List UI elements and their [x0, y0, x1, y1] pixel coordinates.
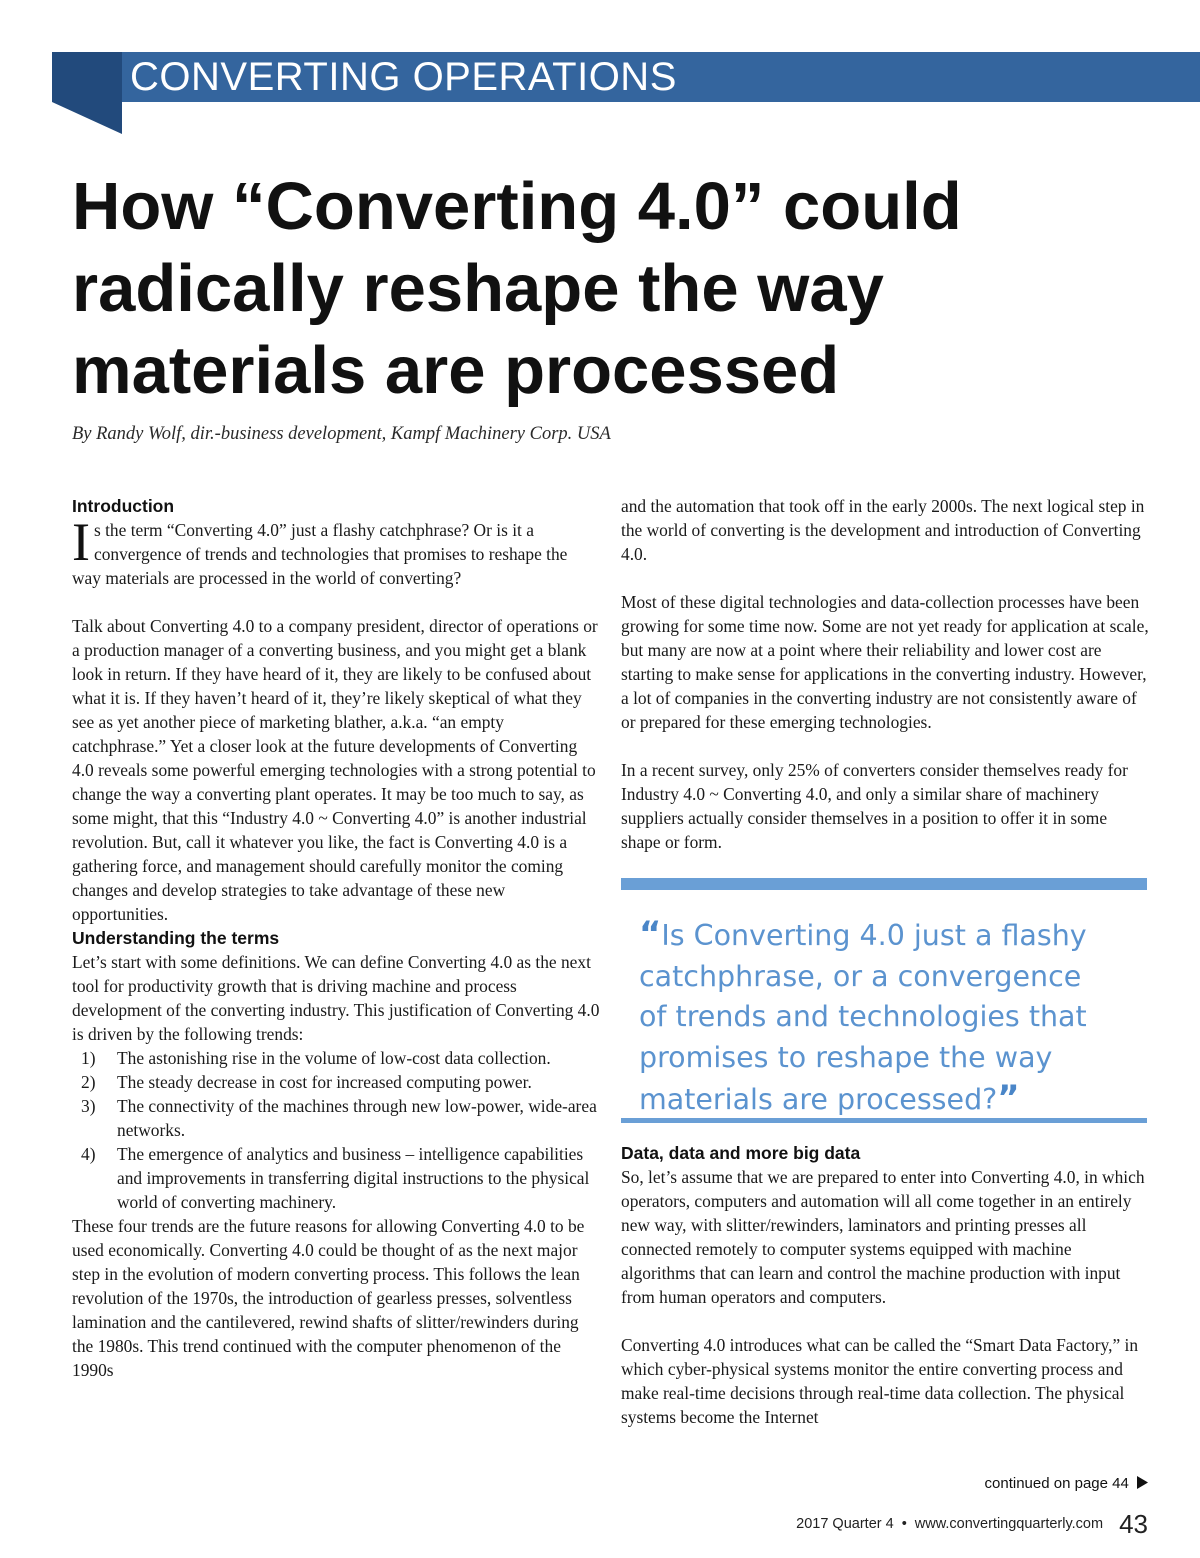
intro-text: s the term “Converting 4.0” just a flashy catchphrase? Or is it a convergence of trends and technologies that promises to reshape the way materials are processed in the world of converting? [72, 520, 568, 588]
list-text: The emergence of analytics and business – intelligence capabilities and improvements in transferring digital instructions to the physical world of converting machinery. [117, 1144, 590, 1212]
pull-quote-body: Is Converting 4.0 just a flashy catchphrase, or a convergence of trends and technologies that promises to reshape the way materials are processed? [639, 919, 1087, 1116]
website-link[interactable]: www.convertingquarterly.com [914, 1516, 1104, 1532]
close-quote-icon: ” [997, 1078, 1020, 1118]
byline: By Randy Wolf, dir.-business development, Kampf Machinery Corp. USA [72, 424, 611, 444]
list-number: 3) [81, 1096, 96, 1116]
article-title: How “Converting 4.0” could radically reshape the way materials are processed [72, 169, 962, 408]
banner-fold-graphic [52, 52, 122, 134]
right-paragraph-2: Most of these digital technologies and data-collection processes have been growing for some time now. Some are not yet ready for application at scale, but many are now at a point where their reliability and lower cost are starting to make sense for applications in the converting industry. However, a lot of companies in the converting industry are not consistently aware of or prepared for these emerging technologies. [621, 592, 1149, 732]
list-number: 2) [81, 1072, 96, 1092]
data-paragraph-2: Converting 4.0 introduces what can be called the “Smart Data Factory,” in which cyber-physical systems monitor the entire converting process and make real-time decisions through real-time data collection. The physical systems become the Internet [621, 1335, 1139, 1427]
list-text: The steady decrease in cost for increased computing power. [117, 1072, 532, 1092]
list-number: 1) [81, 1048, 96, 1068]
right-paragraph-1: and the automation that took off in the early 2000s. The next logical step in the world of converting is the development and introduction of Converting 4.0. [621, 496, 1145, 564]
page-footer [796, 1506, 1148, 1542]
list-item [72, 1046, 600, 1070]
list-text: The connectivity of the machines through new low-power, wide-area networks. [117, 1096, 597, 1140]
data-heading: Data, data and more big data [621, 1143, 861, 1163]
list-number: 4) [81, 1144, 96, 1164]
pull-quote-text [639, 914, 1109, 1121]
right-paragraph-3: In a recent survey, only 25% of converters consider themselves ready for Industry 4.0 ~ Converting 4.0, and only a similar share of machinery suppliers actually consider themselves in a position to offer it in some shape or form. [621, 760, 1128, 852]
trends-list [72, 1046, 600, 1214]
pull-quote [621, 878, 1147, 1123]
issue-label: 2017 Quarter 4 [796, 1516, 894, 1532]
triangle-right-icon [1136, 1476, 1148, 1489]
right-column [621, 494, 1149, 1429]
footer-separator: • [901, 1516, 907, 1532]
list-item [72, 1142, 600, 1214]
continued-text: continued on page 44 [984, 1475, 1129, 1492]
terms-paragraph-2: These four trends are the future reasons for allowing Converting 4.0 to be used economically. Converting 4.0 could be thought of as the next major step in the evolution of modern converting process. This follows the lean revolution of the 1970s, the introduction of gearless presses, solventless lamination and the cantilevered, rewind shafts of slitter/rewinders during the 1980s. This trend continued with the computer phenomenon of the 1990s [72, 1216, 585, 1380]
terms-heading: Understanding the terms [72, 928, 280, 948]
drop-cap: I [72, 512, 90, 572]
section-label: CONVERTING OPERATIONS [130, 55, 677, 99]
open-quote-icon: “ [639, 914, 662, 954]
list-text: The astonishing rise in the volume of low-cost data collection. [117, 1048, 551, 1068]
intro-paragraph-2: Talk about Converting 4.0 to a company president, director of operations or a production manager of a converting business, and you might get a blank look in return. If they have heard of it, they are likely to be confused about what it is. If they haven’t heard of it, they’re likely skeptical of what they see as yet another piece of marketing blather, a.k.a. “an empty catchphrase.” Yet a closer look at the future developments of Converting 4.0 reveals some powerful emerging technologies with a strong potential to change the way a converting plant operates. It may be too much to say, as some might, that this “Industry 4.0 ~ Converting 4.0” is another industrial revolution. But, call it whatever you like, the fact is Converting 4.0 is a gathering force, and management should carefully monitor the coming changes and develop strategies to take advantage of these new opportunities. [72, 616, 598, 924]
list-item [72, 1094, 600, 1142]
continued-link[interactable] [985, 1475, 1148, 1492]
list-item [72, 1070, 600, 1094]
left-column [72, 494, 600, 1382]
terms-paragraph: Let’s start with some definitions. We can define Converting 4.0 as the next tool for productivity growth that is driving machine and process development of the converting industry. This justification of Converting 4.0 is driven by the following trends: [72, 952, 600, 1044]
page-number: 43 [1119, 1508, 1148, 1539]
intro-paragraph [72, 512, 600, 590]
intro-heading: Introduction [72, 496, 175, 516]
data-paragraph-1: So, let’s assume that we are prepared to enter into Converting 4.0, in which operators, computers and automation will all come together in an entirely new way, with slitter/rewinders, laminators and printing presses all connected remotely to computer systems equipped with machine algorithms that can learn and control the machine production with input from human operators and computers. [621, 1167, 1145, 1307]
